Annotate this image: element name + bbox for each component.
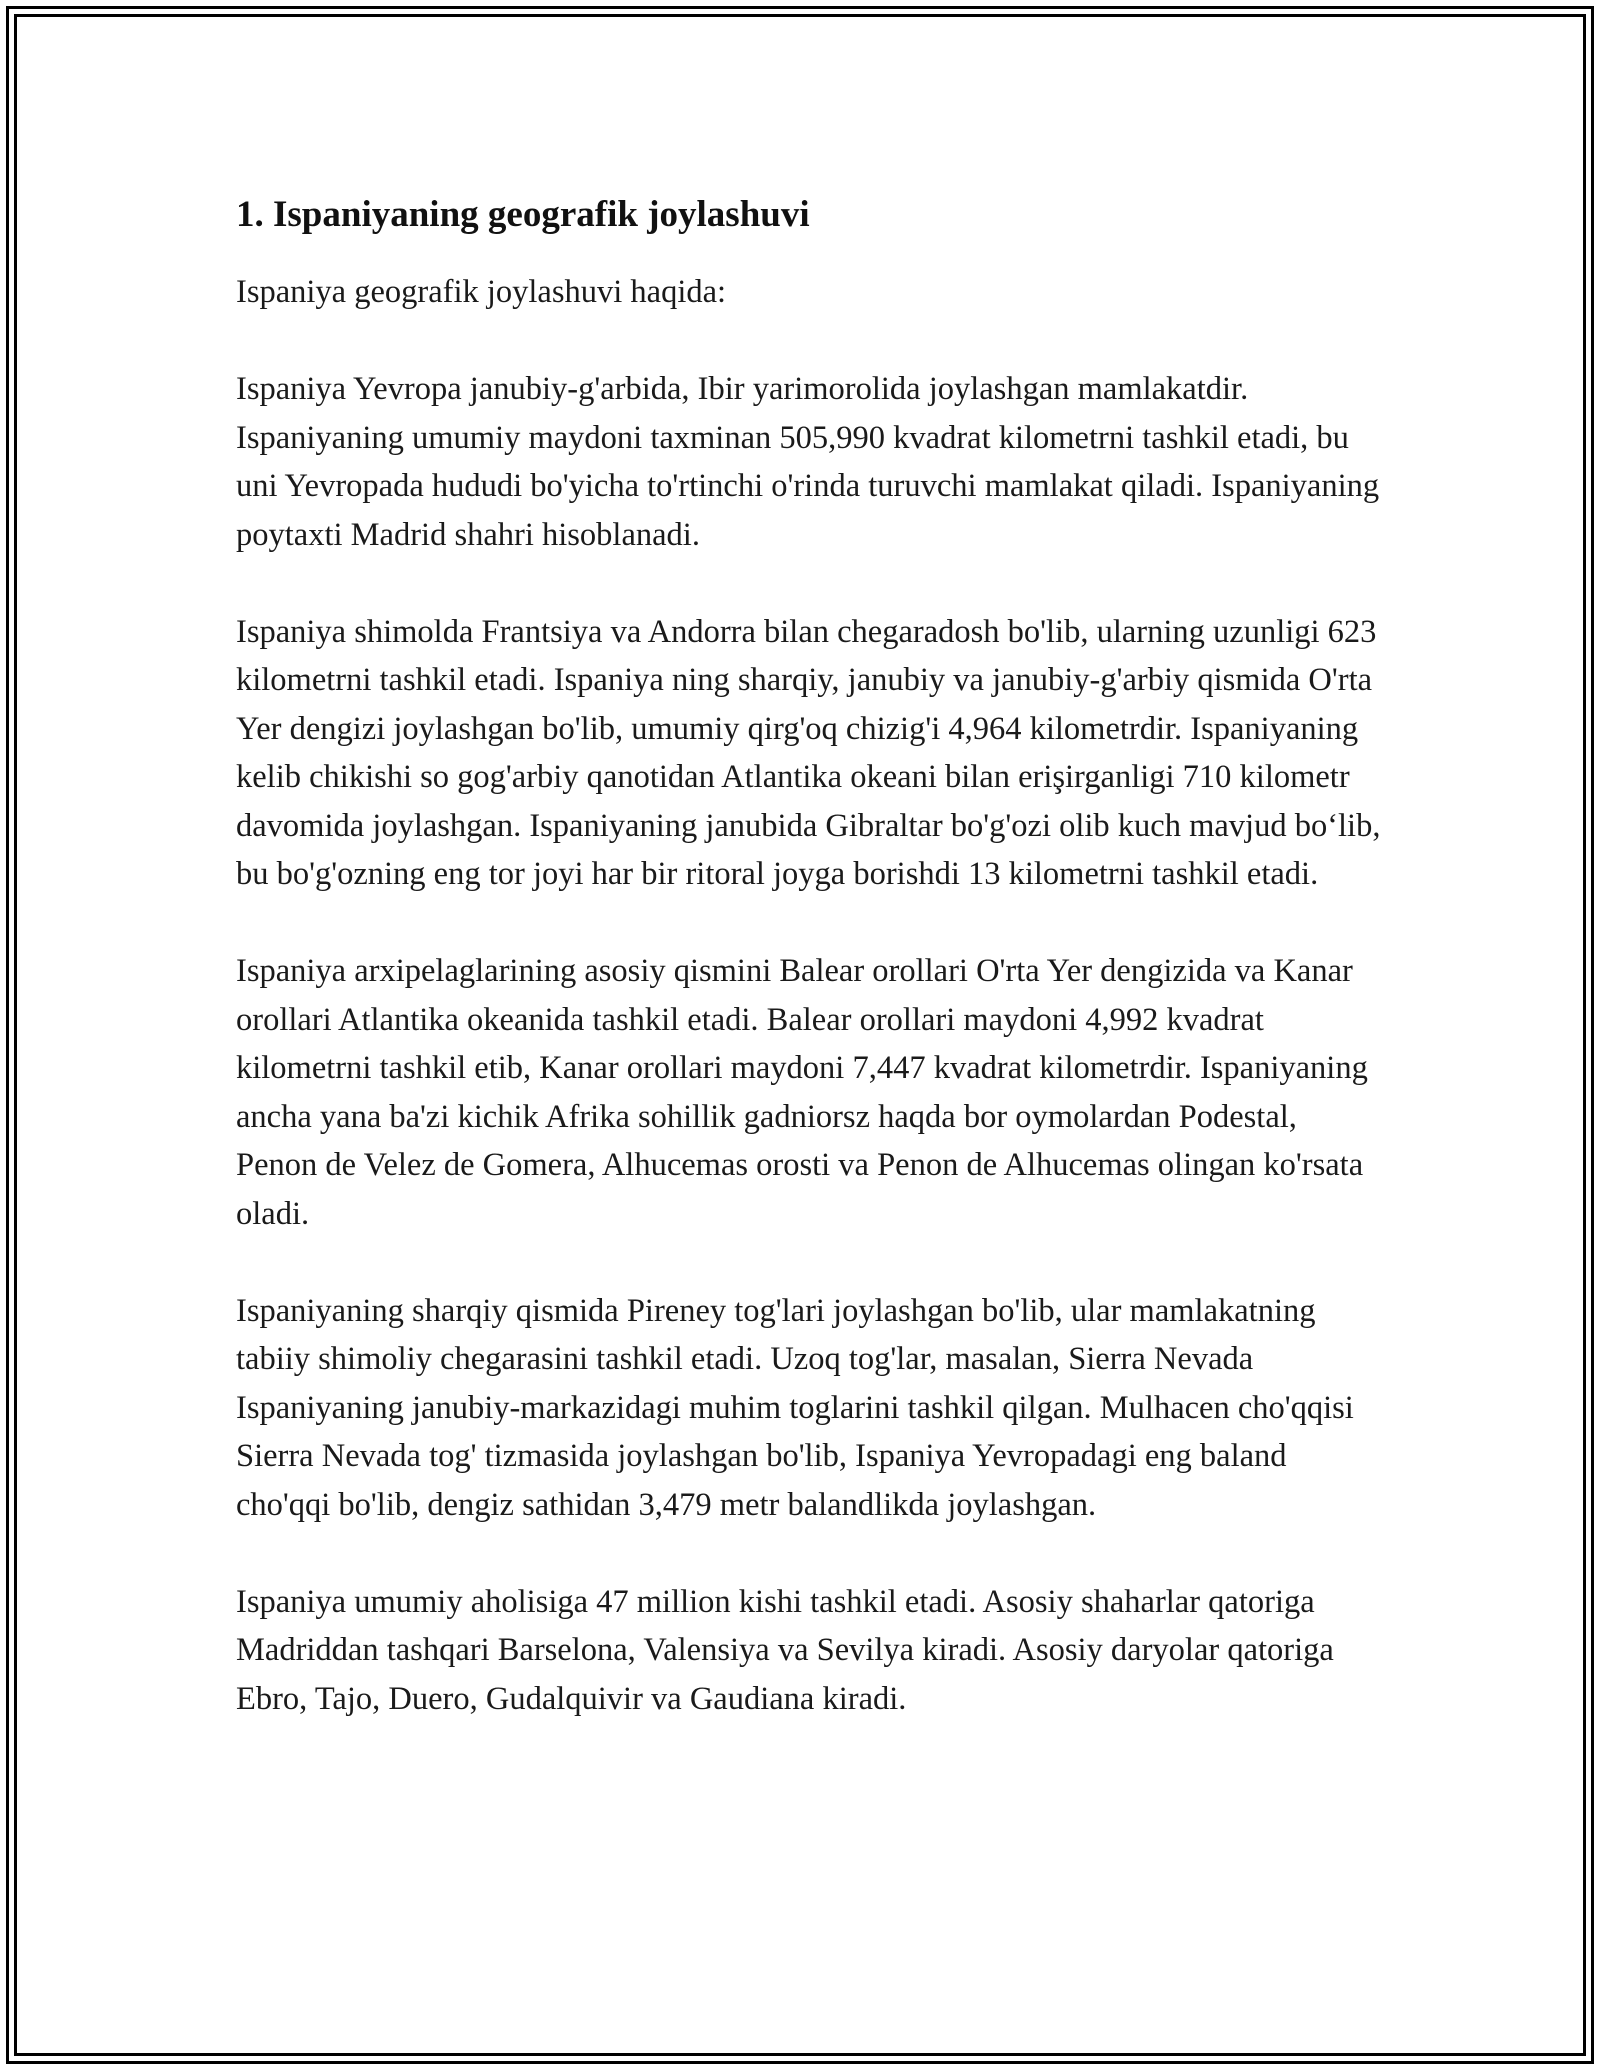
location-paragraph: Ispaniya Yevropa janubiy-g'arbida, Ibir yarimorolida joylashgan mamlakatdir. Ispaniyaning umumiy maydoni taxminan 505,990 kvadrat kilometrni tashkil etadi, bu uni Yevropada hududi bo'yicha to'rtinchi o'rinda turuvchi mamlakat qiladi. Ispaniyaning poytaxti Madrid shahri hisoblanadi. [236, 371, 1380, 553]
document-title: 1. Ispaniyaning geografik joylashuvi [236, 194, 810, 235]
mountains-paragraph: Ispaniyaning sharqiy qismida Pireney tog'lari joylashgan bo'lib, ular mamlakatning tabiiy shimoliy chegarasini tashkil etadi. Uzoq tog'lar, masalan, Sierra Nevada Ispaniyaning janubiy-markazidagi muhim toglarini tashkil qilgan. Mulhacen cho'qqisi Sierra Nevada tog' tizmasida joylashgan bo'lib, Ispaniya Yevropadagi eng baland cho'qqi bo'lib, dengiz sathidan 3,479 metr balandlikda joylashgan. [236, 1292, 1354, 1523]
document-body [236, 184, 1386, 1723]
borders-paragraph: Ispaniya shimolda Frantsiya va Andorra bilan chegaradosh bo'lib, ularning uzunligi 623 kilometrni tashkil etadi. Ispaniya ning sharqiy, janubiy va janubiy-g'arbiy qismida O'rta Yer dengizi joylashgan bo'lib, umumiy qirg'oq chizig'i 4,964 kilometrdir. Ispaniyaning kelib chikishi so gog'arbiy qanotidan Atlantika okeani bilan erişirganligi 710 kilometr davomida joylashgan. Ispaniyaning janubida Gibraltar bo'g'ozi olib kuch mavjud bo‘lib, bu bo'g'ozning eng tor joyi har bir ritoral joyga borishdi 13 kilometrni tashkil etadi. [236, 613, 1381, 892]
population-paragraph: Ispaniya umumiy aholisiga 47 million kishi tashkil etadi. Asosiy shaharlar qatoriga Madriddan tashqari Barselona, Valensiya va Sevilya kiradi. Asosiy daryolar qatoriga Ebro, Tajo, Duero, Gudalquivir va Gaudiana kiradi. [236, 1583, 1334, 1717]
islands-paragraph: Ispaniya arxipelaglarining asosiy qismini Balear orollari O'rta Yer dengizida va Kanar orollari Atlantika okeanida tashkil etadi. Balear orollari maydoni 4,992 kvadrat kilometrni tashkil etib, Kanar orollari maydoni 7,447 kvadrat kilometrdir. Ispaniyaning ancha yana ba'zi kichik Afrika sohillik gadniorsz haqda bor oymolardan Podestal, Penon de Velez de Gomera, Alhucemas orosti va Penon de Alhucemas olingan ko'rsata oladi. [236, 953, 1368, 1232]
intro-paragraph: Ispaniya geografik joylashuvi haqida: [236, 274, 727, 310]
